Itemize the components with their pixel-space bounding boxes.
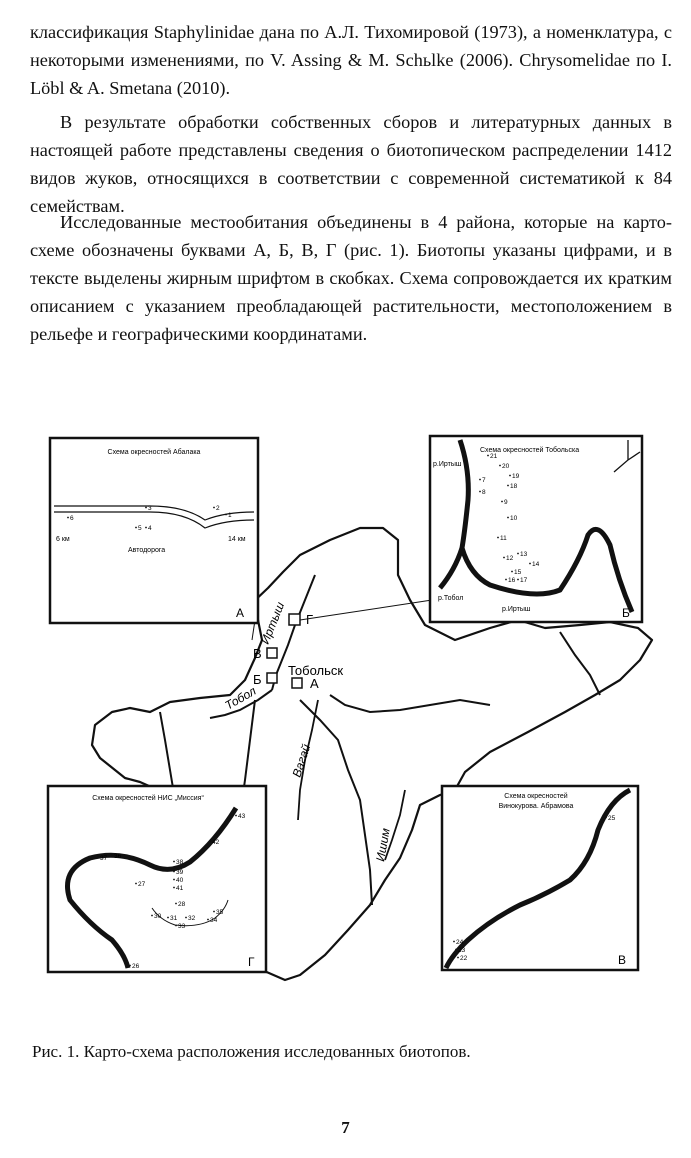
site-number: 13 xyxy=(520,551,528,558)
site-number: 40 xyxy=(176,877,184,884)
inset-g xyxy=(48,786,266,972)
site-number: 9 xyxy=(504,499,508,506)
site-dot xyxy=(135,527,137,529)
site-number: 28 xyxy=(178,901,186,908)
inset-b xyxy=(430,436,642,622)
site-dot xyxy=(135,883,137,885)
site-number: 27 xyxy=(138,881,146,888)
paragraph-3: Исследованные местообитания объединены в 4 района, которые на карто-схеме обозначены буквами А, Б, В, Г (рис. 1). Биотопы указаны цифрами, и в тексте выделены жирным шрифтом в скобках. Схема сопровождается их кратким описанием с указанием преобладающей растительности, местоположением в рельефе и географическими координатами. xyxy=(30,212,672,344)
inset-a xyxy=(50,438,258,623)
inset-a-letter: А xyxy=(236,606,245,620)
inset-a-km-right: 14 км xyxy=(228,536,246,543)
site-number: 6 xyxy=(70,515,74,522)
inset-a-km-left: 6 км xyxy=(56,536,70,543)
site-dot xyxy=(511,571,513,573)
site-dot xyxy=(173,887,175,889)
site-dot xyxy=(209,841,211,843)
site-number: 33 xyxy=(178,923,186,930)
site-dot xyxy=(213,911,215,913)
paragraph-1: классификация Staphylinidae дана по А.Л. Тихомировой (1973), а номенклатура, с некоторыми изменениями, по V. Assing & M. Schьlke (2006). Chrysomelidae по I. Löbl & A. Smetana (2010). xyxy=(30,22,672,98)
site-number: 4 xyxy=(148,525,152,532)
site-number: 1 xyxy=(228,512,232,519)
site-number: 20 xyxy=(502,463,510,470)
marker-v-square xyxy=(267,648,277,658)
site-dot xyxy=(225,514,227,516)
marker-a-label: А xyxy=(310,676,319,691)
site-dot xyxy=(129,965,131,967)
marker-b-label: Б xyxy=(253,672,262,687)
site-dot xyxy=(185,917,187,919)
site-dot xyxy=(175,925,177,927)
site-number: 10 xyxy=(510,515,518,522)
site-dot xyxy=(207,919,209,921)
page-number: 7 xyxy=(341,1118,350,1137)
inset-a-title: Схема окресностей Абалака xyxy=(107,449,201,456)
marker-g-label: Г xyxy=(306,612,314,627)
paragraph-2: В результате обработки собственных сборов и литературных данных в настоящей работе представлены сведения о биотопическом распределении 1412 видов жуков, относящихся в соответствии с современной систематикой к 84 семействам. xyxy=(30,112,672,216)
site-dot xyxy=(605,817,607,819)
inset-g-title: Схема окресностей НИС „Миссия“ xyxy=(92,795,204,802)
site-number: 7 xyxy=(482,477,486,484)
site-dot xyxy=(173,871,175,873)
inset-a-road-label: Автодорога xyxy=(128,547,166,554)
site-number: 15 xyxy=(514,569,522,576)
inset-v-letter: В xyxy=(618,953,627,967)
site-number: 39 xyxy=(176,869,184,876)
site-dot xyxy=(457,957,459,959)
site-number: 36 xyxy=(114,853,122,860)
site-dot xyxy=(111,855,113,857)
site-dot xyxy=(151,915,153,917)
site-dot xyxy=(175,903,177,905)
marker-b-square xyxy=(267,673,277,683)
site-dot xyxy=(173,879,175,881)
site-number: 32 xyxy=(188,915,196,922)
site-number: 23 xyxy=(458,947,466,954)
figure-caption: Рис. 1. Карто-схема расположения исследованных биотопов. xyxy=(32,1042,471,1061)
site-number: 19 xyxy=(512,473,520,480)
site-number: 43 xyxy=(238,813,246,820)
site-number: 14 xyxy=(532,561,540,568)
site-dot xyxy=(145,507,147,509)
site-dot xyxy=(507,517,509,519)
site-dot xyxy=(213,507,215,509)
site-number: 16 xyxy=(508,577,516,584)
site-dot xyxy=(453,941,455,943)
site-dot xyxy=(479,491,481,493)
site-dot xyxy=(455,949,457,951)
site-dot xyxy=(487,455,489,457)
site-number: 34 xyxy=(210,917,218,924)
site-number: 17 xyxy=(520,577,528,584)
site-dot xyxy=(97,857,99,859)
site-dot xyxy=(173,861,175,863)
site-number: 12 xyxy=(506,555,514,562)
vagai-label: Вагай xyxy=(289,742,314,779)
site-dot xyxy=(479,479,481,481)
site-number: 42 xyxy=(212,839,220,846)
inset-v-title-2: Винокурова. Абрамова xyxy=(498,803,574,810)
site-dot xyxy=(235,815,237,817)
site-number: 24 xyxy=(456,939,464,946)
inset-v xyxy=(442,786,638,970)
site-dot xyxy=(503,557,505,559)
site-number: 26 xyxy=(132,963,140,970)
site-number: 37 xyxy=(100,855,108,862)
site-dot xyxy=(499,465,501,467)
site-dot xyxy=(507,485,509,487)
site-number: 8 xyxy=(482,489,486,496)
site-number: 25 xyxy=(608,815,616,822)
site-dot xyxy=(509,475,511,477)
ishim-label: Ишим xyxy=(373,827,393,863)
site-number: 3 xyxy=(148,505,152,512)
inset-v-title-1: Схема окресностей xyxy=(504,793,568,800)
inset-b-tobol: р.Тобол xyxy=(438,595,464,602)
site-dot xyxy=(529,563,531,565)
site-dot xyxy=(145,527,147,529)
site-number: 11 xyxy=(500,535,507,542)
site-dot xyxy=(505,579,507,581)
site-number: 41 xyxy=(176,885,184,892)
site-number: 35 xyxy=(216,909,224,916)
inset-b-irtysh-top: р.Иртыш xyxy=(433,461,462,468)
marker-a-square xyxy=(292,678,302,688)
site-number: 38 xyxy=(176,859,184,866)
site-dot xyxy=(167,917,169,919)
site-number: 30 xyxy=(154,913,162,920)
site-dot xyxy=(67,517,69,519)
site-dot xyxy=(517,553,519,555)
irtysh-label: Иртыш xyxy=(257,600,288,647)
site-number: 31 xyxy=(170,915,178,922)
inset-g-letter: Г xyxy=(248,955,255,969)
tobolsk-label: Тобольск xyxy=(288,663,344,678)
site-number: 21 xyxy=(490,453,498,460)
site-number: 2 xyxy=(216,505,220,512)
marker-g-square xyxy=(289,614,300,625)
site-dot xyxy=(501,501,503,503)
site-number: 18 xyxy=(510,483,518,490)
site-dot xyxy=(497,537,499,539)
inset-b-letter: Б xyxy=(622,606,630,620)
inset-b-irtysh-bottom: р.Иртыш xyxy=(502,606,531,613)
site-dot xyxy=(517,579,519,581)
tobol-label: Тобол xyxy=(222,683,259,713)
marker-v-label: В xyxy=(253,646,262,661)
site-number: 22 xyxy=(460,955,468,962)
inset-b-title: Схема окресностей Тобольска xyxy=(480,447,580,454)
site-number: 5 xyxy=(138,525,142,532)
